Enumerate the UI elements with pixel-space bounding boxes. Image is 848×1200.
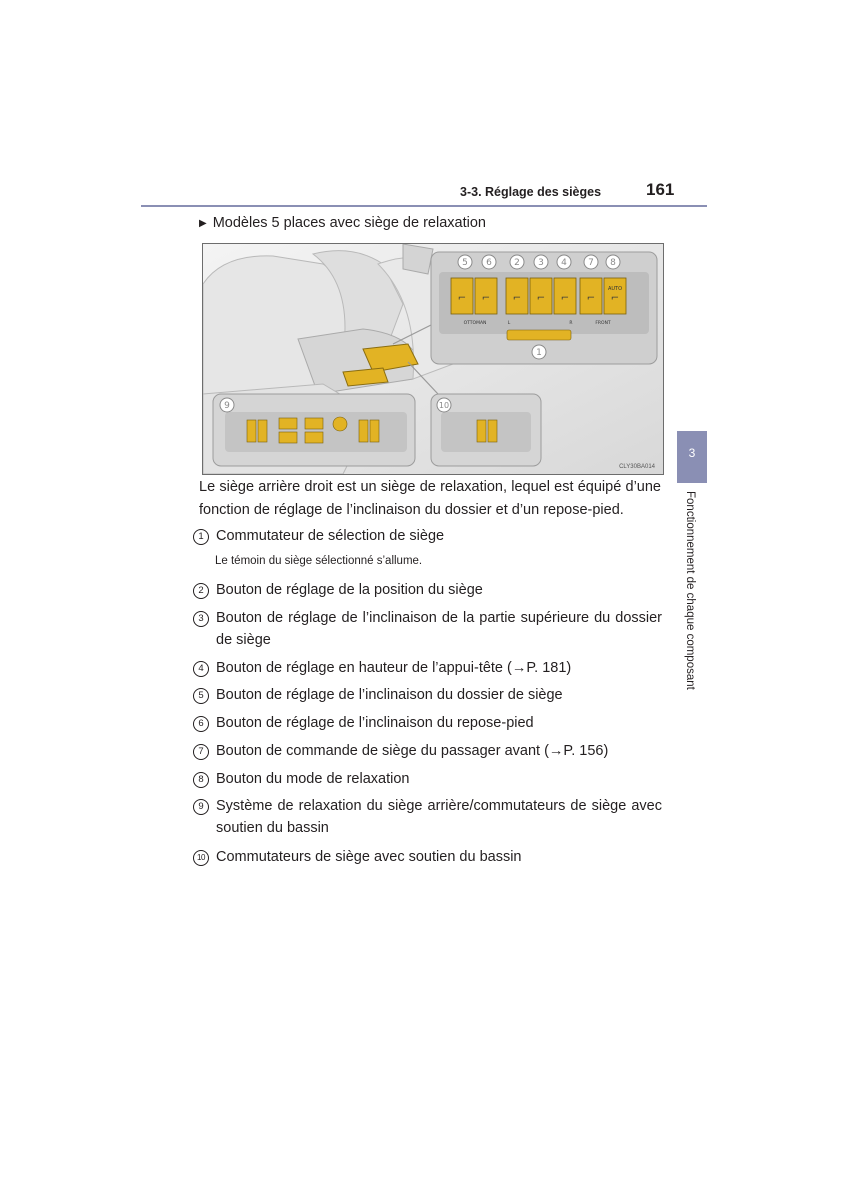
list-item bbox=[190, 684, 662, 706]
svg-text:⌐: ⌐ bbox=[610, 293, 620, 304]
item-number: 2 bbox=[193, 583, 209, 599]
list-item bbox=[190, 607, 662, 651]
subheading bbox=[199, 215, 486, 231]
item-note: Le témoin du siège sélectionné s’allume. bbox=[215, 555, 423, 567]
seat-illustration bbox=[203, 244, 663, 474]
item-text: Système de relaxation du siège arrière/commutateurs de siège avec soutien du bassin bbox=[216, 798, 662, 836]
ottoman-label: OTTOMAN bbox=[463, 321, 487, 326]
svg-text:⌐: ⌐ bbox=[560, 293, 570, 304]
list-item bbox=[190, 712, 662, 734]
item-text: Bouton de réglage de la position du siège bbox=[216, 582, 483, 598]
callout-2: 2 bbox=[514, 258, 520, 268]
svg-text:⌐: ⌐ bbox=[481, 293, 491, 304]
callout-3: 3 bbox=[538, 258, 544, 268]
item-text: Bouton de réglage de l’inclinaison du dossier de siège bbox=[216, 687, 563, 703]
svg-text:⌐: ⌐ bbox=[512, 293, 522, 304]
list-item bbox=[190, 579, 662, 601]
list-item bbox=[190, 846, 662, 868]
figure-code: CLY30BA014 bbox=[619, 464, 655, 470]
item-number: 1 bbox=[193, 529, 209, 545]
auto-label: AUTO bbox=[607, 286, 623, 292]
right-label: R bbox=[569, 321, 573, 326]
callout-9: 9 bbox=[224, 401, 230, 411]
callout-6: 6 bbox=[486, 258, 492, 268]
list-item bbox=[190, 525, 662, 547]
subheading-text: Modèles 5 places avec siège de relaxation bbox=[212, 215, 486, 231]
item-number: 4 bbox=[193, 661, 209, 677]
callout-1: 1 bbox=[536, 348, 542, 358]
item-number: 6 bbox=[193, 716, 209, 732]
callout-5: 5 bbox=[462, 258, 468, 268]
callout-4: 4 bbox=[561, 258, 567, 268]
list-item bbox=[190, 795, 662, 839]
item-number: 5 bbox=[193, 688, 209, 704]
seat-controls-figure bbox=[202, 243, 664, 475]
chapter-title: Fonctionnement de chaque composant bbox=[684, 491, 696, 690]
callout-10: 10 bbox=[438, 401, 450, 410]
svg-text:⌐: ⌐ bbox=[457, 293, 467, 304]
item-number: 7 bbox=[193, 744, 209, 760]
triangle-bullet-icon: ▶ bbox=[199, 218, 207, 229]
list-item bbox=[190, 768, 662, 790]
item-text: Commutateurs de siège avec soutien du bassin bbox=[216, 849, 522, 865]
list-item bbox=[190, 657, 662, 679]
chapter-tab: 3 bbox=[677, 431, 707, 483]
item-text: Bouton de commande de siège du passager avant (→P. 156) bbox=[216, 743, 609, 759]
item-number: 9 bbox=[193, 799, 209, 815]
svg-text:⌐: ⌐ bbox=[586, 293, 596, 304]
callout-7: 7 bbox=[588, 258, 594, 268]
item-text: Bouton de réglage de l’inclinaison de la partie supérieure du dossier de siège bbox=[216, 610, 662, 648]
header-rule bbox=[141, 205, 707, 207]
list-item bbox=[190, 740, 662, 762]
front-label: FRONT bbox=[595, 321, 611, 326]
item-number: 3 bbox=[193, 611, 209, 627]
item-text: Commutateur de sélection de siège bbox=[216, 528, 445, 544]
item-text: Bouton de réglage en hauteur de l’appui-tête (→P. 181) bbox=[216, 660, 572, 676]
section-header: 3-3. Réglage des sièges bbox=[460, 185, 602, 199]
svg-text:⌐: ⌐ bbox=[536, 293, 546, 304]
page-number: 161 bbox=[646, 180, 675, 199]
item-text: Bouton de réglage de l’inclinaison du repose-pied bbox=[216, 715, 534, 731]
item-number: 8 bbox=[193, 772, 209, 788]
item-text: Bouton du mode de relaxation bbox=[216, 771, 410, 787]
intro-paragraph: Le siège arrière droit est un siège de relaxation, lequel est équipé d’une fonction de réglage de l’inclinaison du dossier et d’un repose-pied. bbox=[199, 479, 661, 518]
left-label: L bbox=[507, 321, 511, 326]
callout-8: 8 bbox=[610, 258, 616, 268]
item-number: 10 bbox=[193, 850, 209, 866]
